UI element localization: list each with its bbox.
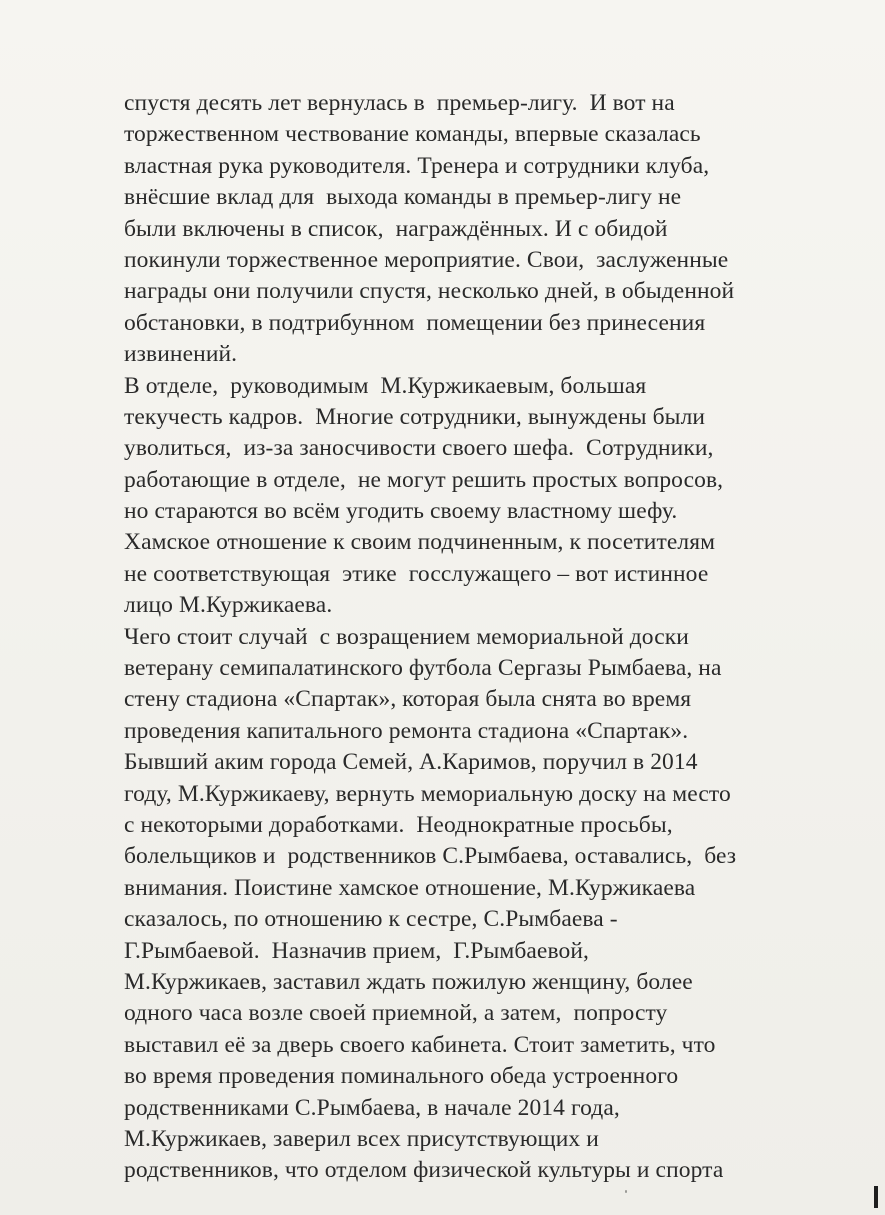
text-line: Бывший аким города Семей, А.Каримов, поручил в 2014 (124, 749, 698, 776)
text-line: Хамское отношение к своим подчиненным, к посетителям (124, 529, 716, 556)
text-line: внёсшие вклад для выхода команды в премьер-лигу не (124, 184, 682, 211)
text-line: стену стадиона «Спартак», которая была снята во время (124, 686, 692, 713)
text-line: родственниками С.Рымбаева, в начале 2014 года, (124, 1094, 620, 1121)
text-line: М.Куржикаев, заставил ждать пожилую женщину, более (124, 968, 693, 995)
text-line: ветерану семипалатинского футбола Сергазы Рымбаева, на (124, 655, 722, 682)
text-line: болельщиков и родственников С.Рымбаева, оставались, без (124, 843, 737, 870)
text-line: торжественном чествование команды, впервые сказалась (124, 121, 701, 148)
text-line: работающие в отделе, не могут решить простых вопросов, (124, 466, 724, 493)
text-line: во время проведения поминального обеда устроенного (124, 1063, 679, 1090)
text-line: награды они получили спустя, несколько дней, в обыденной (124, 278, 735, 305)
text-line: текучесть кадров. Многие сотрудники, вынуждены были (124, 403, 706, 430)
text-line: спустя десять лет вернулась в премьер-лигу. И вот на (124, 90, 675, 116)
text-line: извинений. (124, 341, 238, 368)
text-line: были включены в список, награждённых. И с обидой (124, 215, 668, 242)
text-line: одного часа возле своей приемной, а затем, попросту (124, 1000, 668, 1027)
text-line: проведения капитального ремонта стадиона «Спартак». (124, 717, 689, 744)
text-line: В отделе, руководимым М.Куржикаевым, большая (124, 372, 647, 399)
document-body (124, 88, 864, 1187)
text-line: М.Куржикаев, заверил всех присутствующих и (124, 1125, 599, 1152)
text-line: выставил её за дверь своего кабинета. Стоит заметить, что (124, 1031, 716, 1058)
text-line: но стараются во всём угодить своему властному шефу. (124, 498, 678, 525)
text-line: не соответствующая этике госслужащего – вот истинное (124, 560, 709, 587)
text-line: с некоторыми доработками. Неоднократные просьбы, (124, 811, 673, 838)
text-line: родственников, что отделом физической культуры и спорта (124, 1157, 724, 1184)
text-line: Г.Рымбаевой. Назначив прием, Г.Рымбаевой, (124, 937, 589, 964)
text-line: обстановки, в подтрибунном помещении без принесения (124, 309, 706, 336)
text-line: году, М.Куржикаеву, вернуть мемориальную доску на место (124, 780, 731, 807)
text-line: сказалось, по отношению к сестре, С.Рымбаева - (124, 906, 618, 933)
page-edge-mark (874, 1186, 878, 1208)
text-line: внимания. Поистине хамское отношение, М.Куржикаева (124, 874, 696, 901)
text-line: покинули торжественное мероприятие. Свои, заслуженные (124, 246, 729, 273)
text-line: властная рука руководителя. Тренера и сотрудники клуба, (124, 152, 710, 179)
scan-speck (625, 1190, 627, 1193)
text-line: лицо М.Куржикаева. (124, 592, 333, 619)
text-line: Чего стоит случай с возращением мемориальной доски (124, 623, 689, 650)
text-line: уволиться, из-за заносчивости своего шефа. Сотрудники, (124, 435, 714, 462)
